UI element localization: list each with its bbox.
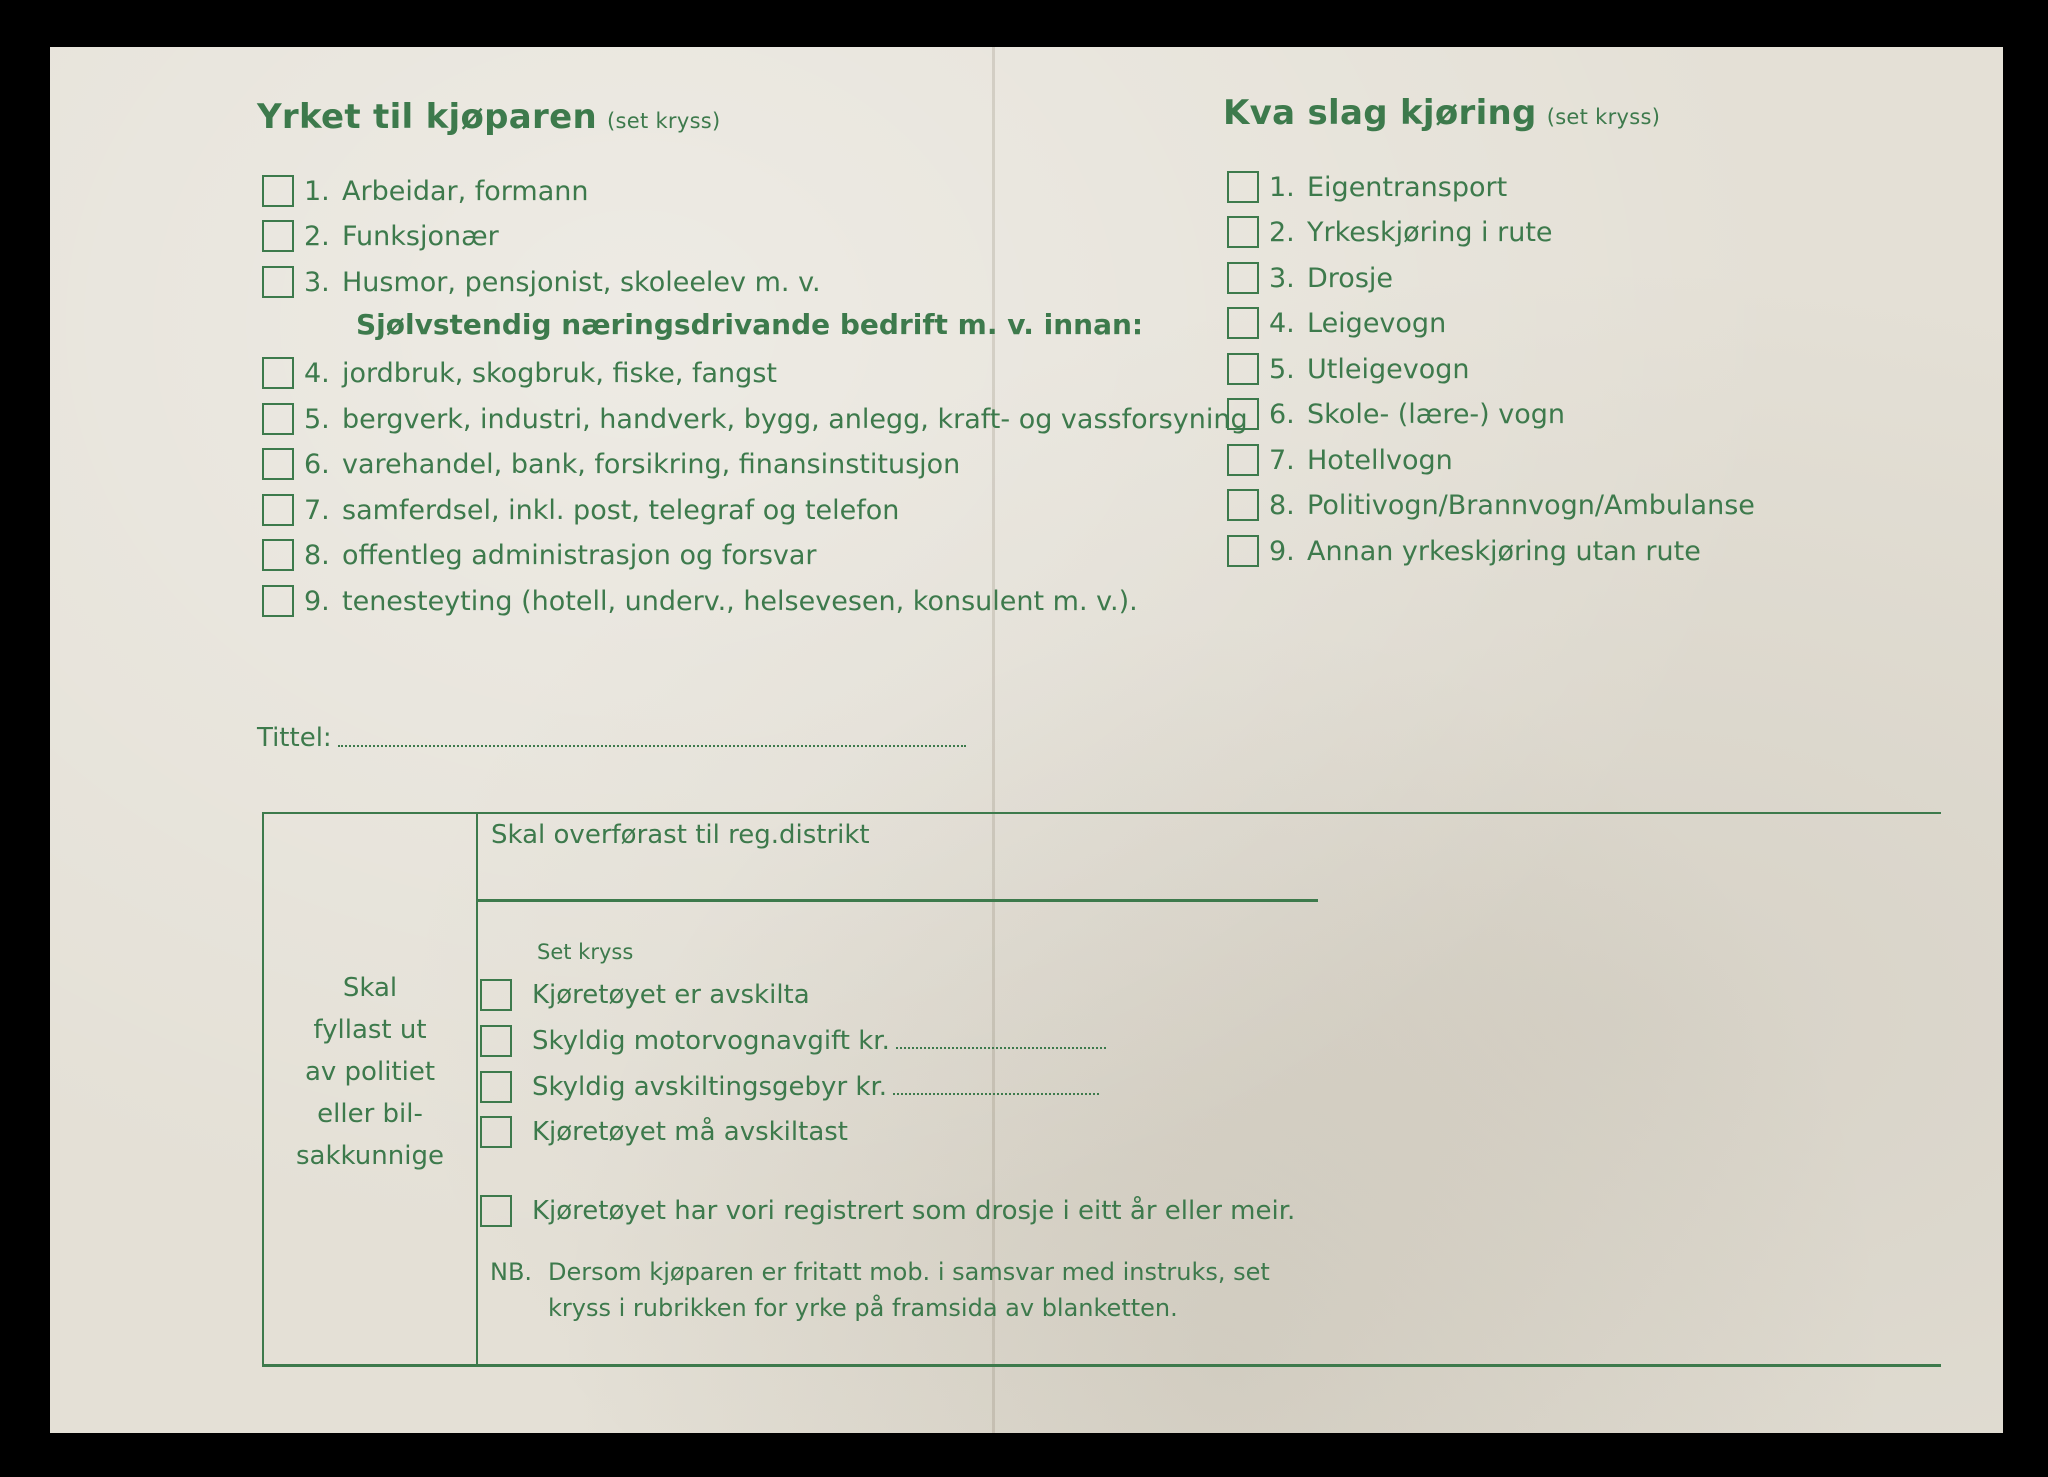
item-label: Drosje [1307,262,1393,294]
item-label: Annan yrkeskjøring utan rute [1307,535,1701,567]
item-number: 5. [304,403,330,435]
check-label: Kjøretøyet må avskiltast [532,1117,848,1147]
item-label: varehandel, bank, forsikring, finansinstitusjon [342,448,961,480]
item-label: Leigevogn [1307,307,1447,339]
item-number: 3. [1269,262,1295,294]
business-item-6 [262,448,960,480]
nb-text: Dersom kjøparen er fritatt mob. i samsvar med instruks, set kryss i rubrikken for yrke på framsida av blanketten. [548,1258,1270,1322]
checkbox[interactable] [262,494,294,526]
police-check-3 [480,1071,1099,1103]
item-number: 4. [1269,307,1295,339]
item-number: 2. [1269,216,1295,248]
checkbox[interactable] [262,357,294,389]
checkbox[interactable] [480,1025,512,1057]
checkbox[interactable] [1227,262,1259,294]
check-label: Kjøretøyet har vori registrert som drosje i eitt år eller meir. [532,1196,1296,1226]
checkbox[interactable] [480,1116,512,1148]
driving-item-9 [1227,535,1701,567]
item-number: 8. [1269,489,1295,521]
police-label-line: Skal [342,973,398,1003]
checkbox[interactable] [1227,489,1259,521]
occupation-title: Yrket til kjøparen [257,97,597,137]
tittel-field [257,723,966,753]
business-item-5 [262,403,1248,435]
checkbox[interactable] [262,448,294,480]
occupation-item-2 [262,220,499,252]
checkbox[interactable] [262,403,294,435]
driving-item-4 [1227,307,1446,339]
item-label: bergverk, industri, handverk, bygg, anlegg, kraft- og vassforsyning [342,403,1248,435]
item-label: Arbeidar, formann [342,175,589,207]
amount-input-line[interactable] [896,1046,1106,1049]
item-number: 7. [304,494,330,526]
checkbox[interactable] [1227,444,1259,476]
checkbox[interactable] [480,1071,512,1103]
item-number: 9. [1269,535,1295,567]
form-sheet [50,47,2003,1433]
item-label: tenesteyting (hotell, underv., helsevesen, konsulent m. v.). [342,585,1138,617]
item-number: 1. [1269,171,1295,203]
item-label: samferdsel, inkl. post, telegraf og telefon [342,494,900,526]
business-item-8 [262,539,817,571]
transfer-label: Skal overførast til reg.distrikt [491,820,870,850]
item-number: 6. [1269,398,1295,430]
item-number: 3. [304,266,330,298]
checkbox[interactable] [1227,535,1259,567]
nb-label: NB. [490,1258,533,1286]
occupation-heading [257,97,721,137]
driving-item-6 [1227,398,1565,430]
business-item-9 [262,585,1138,617]
table-divider [476,812,478,1365]
checkbox[interactable] [480,1195,512,1227]
checkbox[interactable] [480,979,512,1011]
occupation-item-1 [262,175,589,207]
driving-item-2 [1227,216,1553,248]
checkbox[interactable] [1227,307,1259,339]
item-label: jordbruk, skogbruk, fiske, fangst [342,357,777,389]
business-subheading: Sjølvstendig næringsdrivande bedrift m. v. innan: [356,308,1144,341]
occupation-item-3 [262,266,821,298]
item-label: Politivogn/Brannvogn/Ambulanse [1307,489,1755,521]
item-label: Hotellvogn [1307,444,1453,476]
driving-item-8 [1227,489,1755,521]
item-label: Eigentransport [1307,171,1508,203]
checkbox[interactable] [262,585,294,617]
police-check-5 [480,1195,1295,1227]
checkbox[interactable] [262,266,294,298]
driving-item-3 [1227,262,1393,294]
business-item-4 [262,357,777,389]
item-label: offentleg administrasjon og forsvar [342,539,817,571]
item-label: Utleigevogn [1307,353,1470,385]
item-number: 1. [304,175,330,207]
checkbox[interactable] [262,175,294,207]
police-check-1 [480,979,810,1011]
checkbox[interactable] [262,539,294,571]
item-number: 5. [1269,353,1295,385]
police-label-line: fyllast ut [313,1015,427,1045]
police-section-label [264,967,476,1177]
check-label: Skyldig motorvognavgift kr. [532,1026,890,1056]
checkbox[interactable] [1227,353,1259,385]
item-number: 9. [304,585,330,617]
police-check-2 [480,1025,1106,1057]
checkbox[interactable] [1227,171,1259,203]
item-label: Skole- (lære-) vogn [1307,398,1566,430]
item-number: 4. [304,357,330,389]
driving-item-1 [1227,171,1507,203]
item-number: 8. [304,539,330,571]
amount-input-line[interactable] [893,1092,1099,1095]
business-item-7 [262,494,899,526]
driving-heading [1223,93,1660,133]
item-label: Funksjonær [342,220,499,252]
tittel-label: Tittel: [257,723,332,753]
checkbox[interactable] [262,220,294,252]
driving-item-7 [1227,444,1453,476]
table-bottom-rule [262,1364,1941,1367]
item-number: 6. [304,448,330,480]
occupation-title-note: (set kryss) [606,109,721,133]
item-label: Yrkeskjøring i rute [1307,216,1553,248]
driving-title-note: (set kryss) [1546,105,1661,129]
tittel-input-line[interactable] [338,744,966,747]
table-top-rule [262,812,1941,814]
set-kryss-label: Set kryss [537,940,634,964]
checkbox[interactable] [1227,398,1259,430]
checkbox[interactable] [1227,216,1259,248]
police-label-line: eller bil- [317,1099,423,1129]
driving-item-5 [1227,353,1469,385]
police-check-4 [480,1116,848,1148]
item-number: 2. [304,220,330,252]
police-label-line: sakkunnige [296,1141,444,1171]
police-label-line: av politiet [304,1057,436,1087]
nb-note [490,1254,1308,1326]
check-label: Skyldig avskiltingsgebyr kr. [532,1072,888,1102]
transfer-underline [478,899,1318,902]
item-label: Husmor, pensjonist, skoleelev m. v. [342,266,821,298]
item-number: 7. [1269,444,1295,476]
driving-title: Kva slag kjøring [1223,93,1537,133]
check-label: Kjøretøyet er avskilta [532,980,810,1010]
